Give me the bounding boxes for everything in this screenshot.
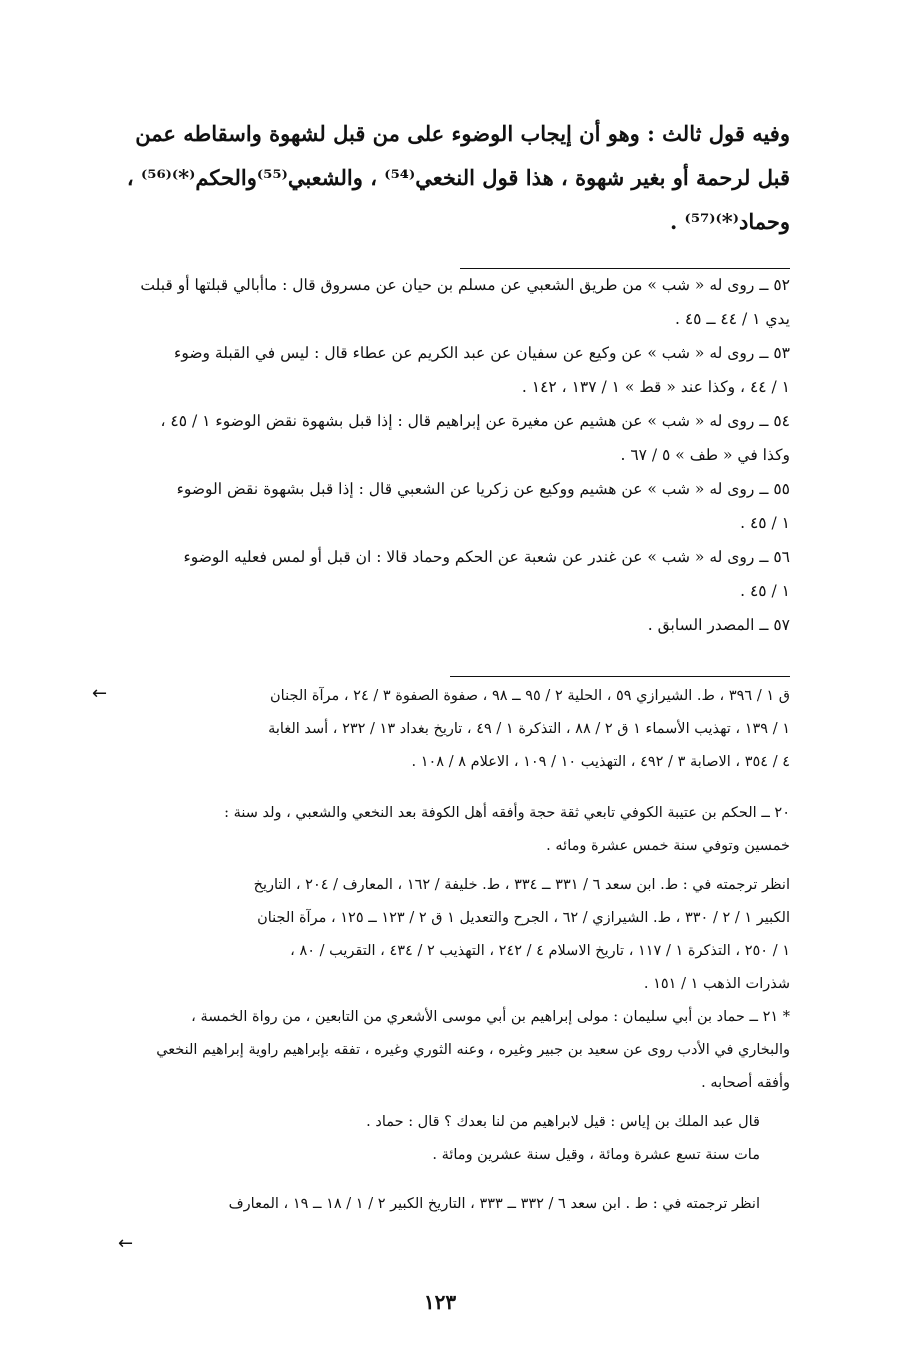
footnote-54-cont: وكذا في « طف » ٥ / ٦٧ . (620, 446, 790, 464)
footnote-continuation-line: ق ١ / ٣٩٦ ، ط. الشيرازي ٥٩ ، الحلية ٢ / ٩٥ ــ ٩٨ ، صفوة الصفوة ٣ / ٢٤ ، مرآة الجنان (270, 688, 790, 704)
main-line: قبل لرحمة أو بغير شهوة ، هذا قول النخعي⁽⁵⁴⁾ ، والشعبي⁽⁵⁵⁾والحكم⁽*⁾⁽⁵⁶⁾ ، (126, 165, 790, 190)
continued-arrow-icon: ← (92, 683, 108, 704)
bio-hakam-refs: انظر ترجمته في : ط. ابن سعد ٦ / ٣٣١ ــ ٣٣٤ ، ط. خليفة / ١٦٢ ، المعارف / ٢٠٤ ، التاريخ (253, 877, 790, 893)
footnote-52-cont: يدي ١ / ٤٤ ــ ٤٥ . (674, 310, 790, 328)
footnote-57: ٥٧ ــ المصدر السابق . (647, 616, 790, 634)
main-line: وحماد⁽*⁾⁽⁵⁷⁾ . (669, 209, 790, 234)
bio-hammad-quote: مات سنة تسع عشرة ومائة ، وقيل سنة عشرين ومائة . (432, 1147, 760, 1163)
bio-hakam-refs: شذرات الذهب ١ / ١٥١ . (643, 976, 790, 992)
footnote-55-cont: ١ / ٤٥ . (740, 514, 790, 532)
bio-hakam: ٢٠ ــ الحكم بن عتيبة الكوفي تابعي ثقة حجة وأفقه أهل الكوفة بعد النخعي والشعبي ، ولد سنة : (224, 805, 790, 821)
footnote-52: ٥٢ ــ روى له « شب » من طريق الشعبي عن مسلم بن حيان عن مسروق قال : ماأبالي قبلتها أو قبلت (140, 276, 790, 294)
bio-hakam-refs: الكبير ١ / ٢ / ٣٣٠ ، ط. الشيرازي / ٦٢ ، الجرح والتعديل ١ ق ٢ / ١٢٣ ــ ١٢٥ ، مرآة الجنان (257, 910, 790, 926)
main-paragraph (118, 112, 790, 244)
footnote-continuation-line: ٤ / ٣٥٤ ، الاصابة ٣ / ٤٩٢ ، التهذيب ١٠ / ١٠٩ ، الاعلام ٨ / ١٠٨ . (411, 754, 790, 770)
footnote-53-cont: ١ / ٤٤ ، وكذا عند « قط » ١ / ١٣٧ ، ١٤٢ . (521, 378, 790, 396)
bio-hammad: * ٢١ ــ حماد بن أبي سليمان : مولى إبراهيم بن أبي موسى الأشعري من التابعين ، من رواة الخمسة ، (191, 1009, 790, 1025)
bio-hammad-refs: انظر ترجمته في : ط . ابن سعد ٦ / ٣٣٢ ــ ٣٣٣ ، التاريخ الكبير ٢ / ١ / ١٨ ــ ١٩ ، المعارف (228, 1196, 760, 1212)
bio-hakam-refs: ١ / ٢٥٠ ، التذكرة ١ / ١١٧ ، تاريخ الاسلام ٤ / ٢٤٢ ، التهذيب ٢ / ٤٣٤ ، التقريب / ٨٠ ، (290, 943, 790, 959)
page-number: ١٢٣ (423, 1290, 457, 1314)
footnote-separator-lower (450, 676, 790, 677)
continues-arrow-icon: ← (118, 1233, 134, 1254)
footnote-55: ٥٥ ــ روى له « شب » عن هشيم ووكيع عن زكريا عن الشعبي قال : إذا قبل بشهوة نقض الوضوء (176, 480, 790, 498)
footnote-54: ٥٤ ــ روى له « شب » عن هشيم عن مغيرة عن إبراهيم قال : إذا قبل بشهوة نقض الوضوء ١ / ٤٥ ، (160, 412, 790, 430)
main-line: وفيه قول ثالث : وهو أن إيجاب الوضوء على من قبل لشهوة واسقاطه عمن (135, 121, 790, 146)
footnote-56: ٥٦ ــ روى له « شب » عن غندر عن شعبة عن الحكم وحماد قالا : ان قبل أو لمس فعليه الوضوء (183, 548, 790, 566)
footnote-56-cont: ١ / ٤٥ . (740, 582, 790, 600)
footnotes-lower (118, 680, 790, 1221)
bio-hammad-cont: وأفقه أصحابه . (701, 1075, 790, 1091)
bio-hammad-cont: والبخاري في الأدب روى عن سعيد بن جبير وغيره ، وعنه الثوري وغيره ، تفقه بإبراهيم راوية إبراهيم النخعي (156, 1042, 790, 1058)
footnote-continuation-line: ١ / ١٣٩ ، تهذيب الأسماء ١ ق ٢ / ٨٨ ، التذكرة ١ / ٤٩ ، تاريخ بغداد ١٣ / ٢٣٢ ، أسد الغابة (268, 721, 790, 737)
footnotes-upper (118, 268, 790, 642)
bio-hakam-cont: خمسين وتوفي سنة خمس عشرة ومائه . (546, 838, 790, 854)
bio-hammad-quote: قال عبد الملك بن إياس : قيل لابراهيم من لنا بعدك ؟ قال : حماد . (366, 1114, 760, 1130)
footnote-53: ٥٣ ــ روى له « شب » عن وكيع عن سفيان عن عبد الكريم عن عطاء قال : ليس في القبلة وضوء (174, 344, 790, 362)
